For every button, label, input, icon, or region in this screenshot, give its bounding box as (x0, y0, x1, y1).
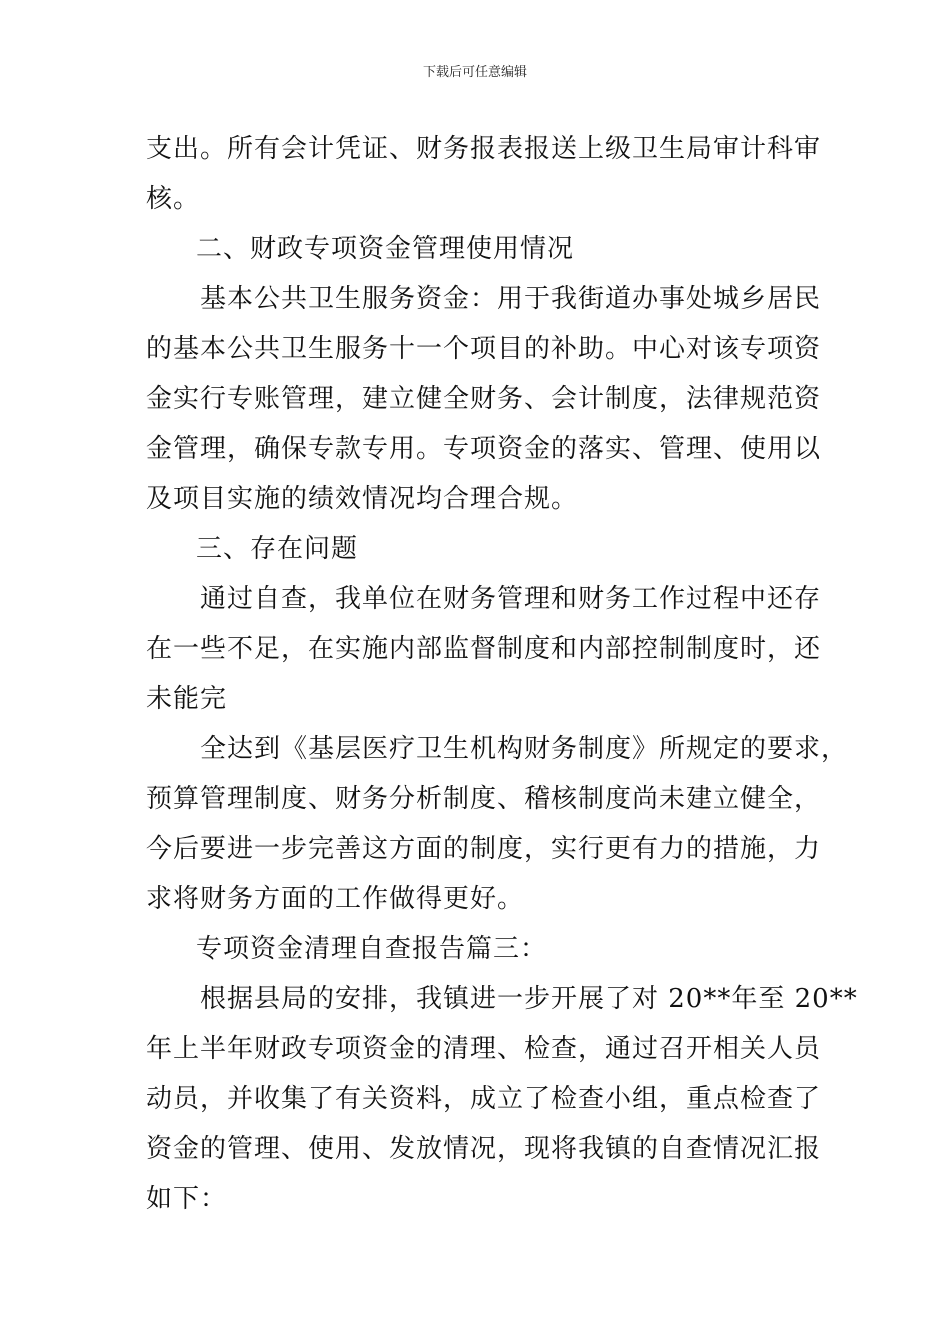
text-line: 金实行专账管理，建立健全财务、会计制度，法律规范资 (146, 384, 822, 414)
section-heading: 二、财政专项资金管理使用情况 (196, 234, 575, 264)
text-line: 金管理，确保专款专用。专项资金的落实、管理、使用以 (146, 434, 822, 464)
text-line: 及项目实施的绩效情况均合理合规。 (146, 484, 579, 514)
text-line: 资金的管理、使用、发放情况，现将我镇的自查情况汇报 (146, 1134, 822, 1164)
text-line: 年上半年财政专项资金的清理、检查，通过召开相关人员 (146, 1034, 822, 1064)
text-line: 预算管理制度、财务分析制度、稽核制度尚未建立健全， (146, 784, 822, 814)
text-line: 核。 (146, 184, 201, 214)
text-line: 动员，并收集了有关资料，成立了检查小组，重点检查了 (146, 1084, 822, 1114)
text-line: 在一些不足，在实施内部监督制度和内部控制制度时，还 (146, 634, 822, 664)
text-line: 今后要进一步完善这方面的制度，实行更有力的措施，力 (146, 834, 822, 864)
text-line: 未能完 (146, 684, 228, 714)
text-line: 支出。所有会计凭证、财务报表报送上级卫生局审计科审 (146, 134, 822, 164)
paragraph-start-line: 基本公共卫生服务资金：用于我街道办事处城乡居民 (200, 284, 822, 314)
section-heading: 专项资金清理自查报告篇三： (196, 934, 548, 964)
text-line: 如下： (146, 1184, 228, 1214)
text-line: 的基本公共卫生服务十一个项目的补助。中心对该专项资 (146, 334, 822, 364)
paragraph-start-line: 根据县局的安排，我镇进一步开展了对 20**年至 20** (200, 984, 858, 1014)
document-body (146, 124, 858, 1224)
paragraph-start-line: 通过自查，我单位在财务管理和财务工作过程中还存 (200, 584, 822, 614)
page-header-note: 下载后可任意编辑 (422, 65, 527, 80)
paragraph-start-line: 全达到《基层医疗卫生机构财务制度》所规定的要求， (200, 734, 849, 764)
section-heading: 三、存在问题 (196, 534, 359, 564)
text-line: 求将财务方面的工作做得更好。 (146, 884, 525, 914)
